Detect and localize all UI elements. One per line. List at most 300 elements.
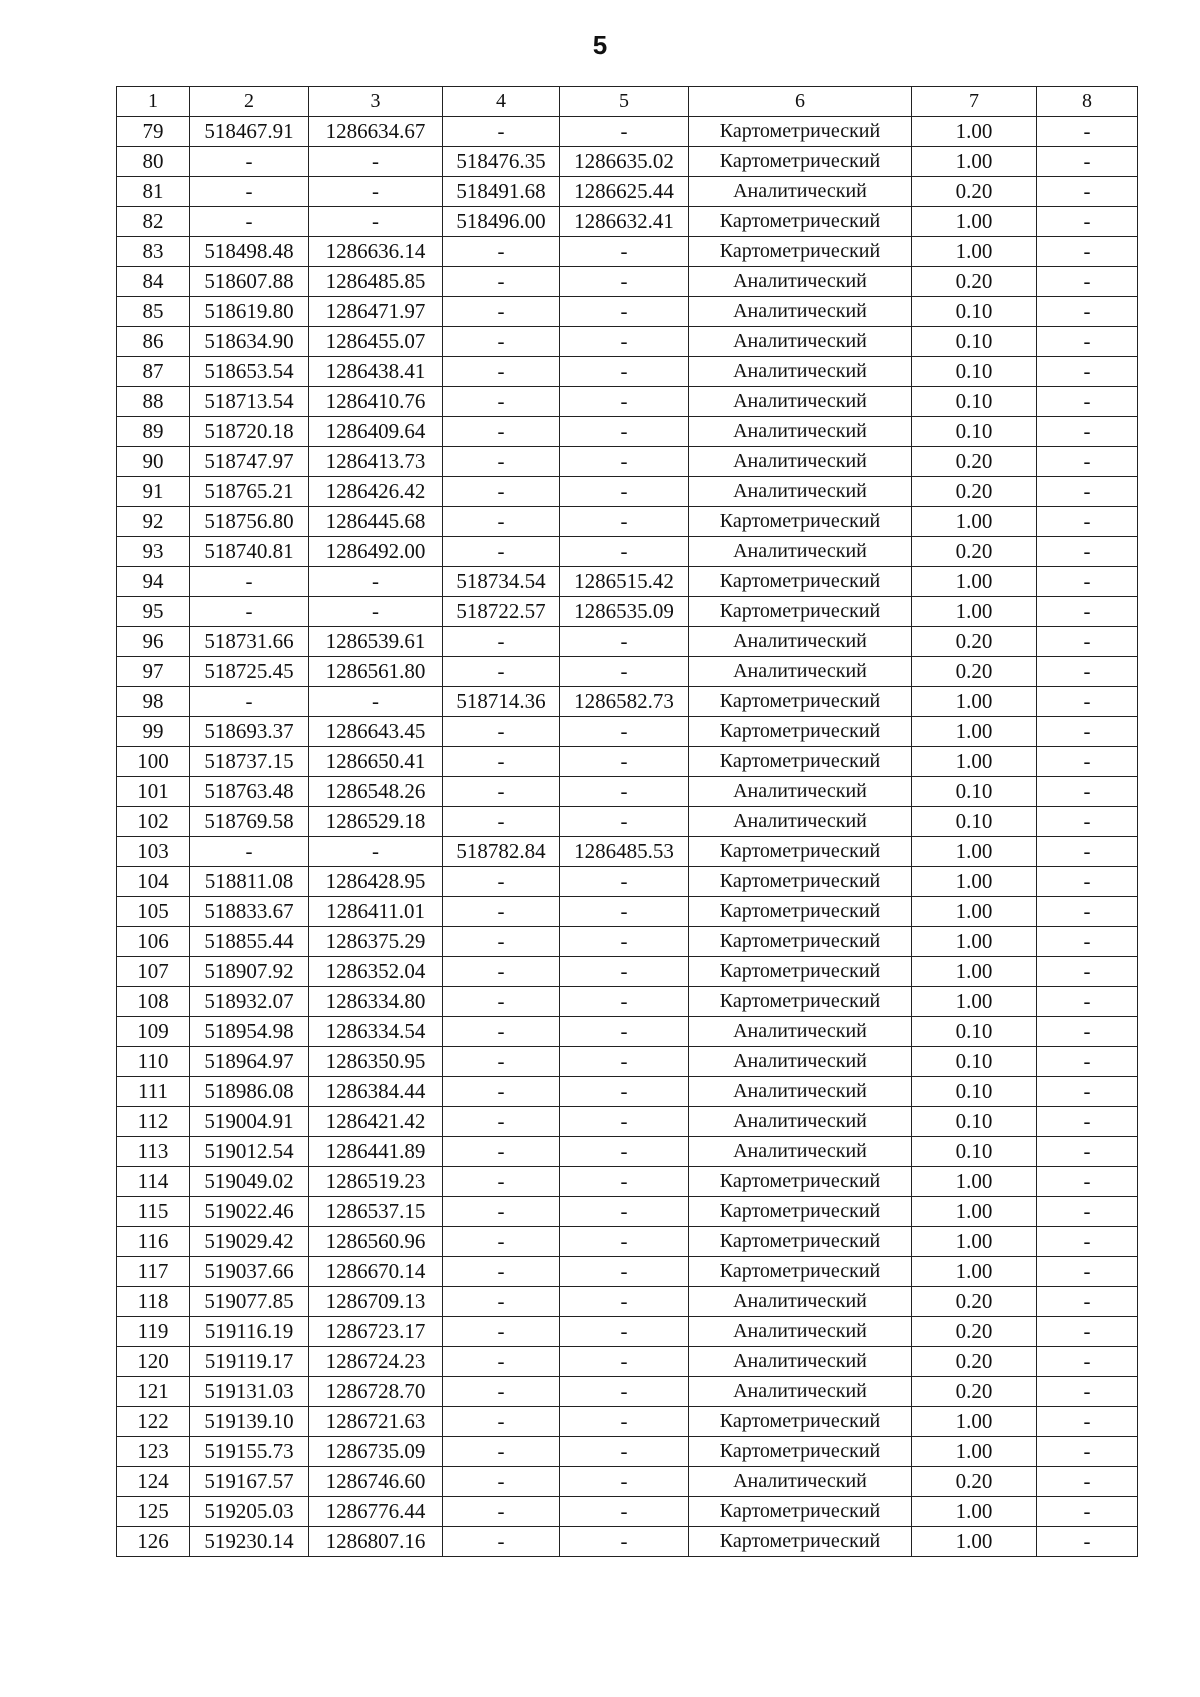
- point-number-cell: 82: [117, 207, 190, 237]
- accuracy-cell: 1.00: [912, 1407, 1037, 1437]
- table-row: [117, 1017, 1138, 1047]
- table-row: [117, 357, 1138, 387]
- accuracy-cell: 0.20: [912, 1317, 1037, 1347]
- description-cell: -: [1037, 927, 1138, 957]
- table-row: [117, 1287, 1138, 1317]
- table-row: [117, 927, 1138, 957]
- accuracy-cell: 1.00: [912, 117, 1037, 147]
- point-number-cell: 80: [117, 147, 190, 177]
- method-cell: Картометрический: [689, 1407, 912, 1437]
- x-new-coordinate-cell: -: [443, 417, 560, 447]
- accuracy-cell: 0.10: [912, 387, 1037, 417]
- x-coordinate-cell: 518720.18: [190, 417, 309, 447]
- table-row: [117, 1137, 1138, 1167]
- page-number: 5: [592, 30, 608, 60]
- method-cell: Картометрический: [689, 567, 912, 597]
- method-cell: Аналитический: [689, 297, 912, 327]
- point-number-cell: 95: [117, 597, 190, 627]
- table-row: [117, 1437, 1138, 1467]
- description-cell: -: [1037, 687, 1138, 717]
- x-new-coordinate-cell: -: [443, 1497, 560, 1527]
- x-new-coordinate-cell: -: [443, 537, 560, 567]
- point-number-cell: 81: [117, 177, 190, 207]
- table-row: [117, 1467, 1138, 1497]
- x-coordinate-cell: 519116.19: [190, 1317, 309, 1347]
- y-coordinate-cell: 1286455.07: [309, 327, 443, 357]
- method-cell: Картометрический: [689, 867, 912, 897]
- y-coordinate-cell: 1286643.45: [309, 717, 443, 747]
- column-header: 5: [560, 87, 689, 117]
- table-row: [117, 297, 1138, 327]
- x-coordinate-cell: 519155.73: [190, 1437, 309, 1467]
- table-row: [117, 537, 1138, 567]
- table-row: [117, 207, 1138, 237]
- accuracy-cell: 0.20: [912, 1377, 1037, 1407]
- description-cell: -: [1037, 1347, 1138, 1377]
- y-new-coordinate-cell: -: [560, 357, 689, 387]
- y-new-coordinate-cell: 1286635.02: [560, 147, 689, 177]
- x-new-coordinate-cell: -: [443, 1287, 560, 1317]
- accuracy-cell: 1.00: [912, 567, 1037, 597]
- accuracy-cell: 1.00: [912, 717, 1037, 747]
- y-coordinate-cell: 1286735.09: [309, 1437, 443, 1467]
- description-cell: -: [1037, 627, 1138, 657]
- description-cell: -: [1037, 597, 1138, 627]
- x-coordinate-cell: 518619.80: [190, 297, 309, 327]
- table-row: [117, 747, 1138, 777]
- x-coordinate-cell: 518954.98: [190, 1017, 309, 1047]
- x-new-coordinate-cell: -: [443, 477, 560, 507]
- accuracy-cell: 0.20: [912, 477, 1037, 507]
- x-new-coordinate-cell: -: [443, 777, 560, 807]
- point-number-cell: 101: [117, 777, 190, 807]
- x-new-coordinate-cell: -: [443, 1047, 560, 1077]
- description-cell: -: [1037, 777, 1138, 807]
- method-cell: Аналитический: [689, 267, 912, 297]
- method-cell: Аналитический: [689, 1047, 912, 1077]
- x-new-coordinate-cell: -: [443, 957, 560, 987]
- y-new-coordinate-cell: -: [560, 417, 689, 447]
- description-cell: -: [1037, 267, 1138, 297]
- method-cell: Аналитический: [689, 477, 912, 507]
- point-number-cell: 79: [117, 117, 190, 147]
- y-new-coordinate-cell: 1286515.42: [560, 567, 689, 597]
- y-coordinate-cell: 1286561.80: [309, 657, 443, 687]
- accuracy-cell: 0.20: [912, 657, 1037, 687]
- y-new-coordinate-cell: -: [560, 1377, 689, 1407]
- description-cell: -: [1037, 657, 1138, 687]
- x-coordinate-cell: 519131.03: [190, 1377, 309, 1407]
- method-cell: Картометрический: [689, 717, 912, 747]
- x-coordinate-cell: 519037.66: [190, 1257, 309, 1287]
- point-number-cell: 105: [117, 897, 190, 927]
- x-coordinate-cell: 518855.44: [190, 927, 309, 957]
- y-new-coordinate-cell: -: [560, 1077, 689, 1107]
- accuracy-cell: 0.20: [912, 537, 1037, 567]
- table-row: [117, 117, 1138, 147]
- table-row: [117, 897, 1138, 927]
- x-new-coordinate-cell: -: [443, 1167, 560, 1197]
- method-cell: Картометрический: [689, 957, 912, 987]
- accuracy-cell: 0.10: [912, 417, 1037, 447]
- x-new-coordinate-cell: -: [443, 507, 560, 537]
- y-coordinate-cell: 1286721.63: [309, 1407, 443, 1437]
- x-new-coordinate-cell: -: [443, 267, 560, 297]
- description-cell: -: [1037, 1317, 1138, 1347]
- method-cell: Картометрический: [689, 1197, 912, 1227]
- method-cell: Картометрический: [689, 747, 912, 777]
- x-new-coordinate-cell: 518734.54: [443, 567, 560, 597]
- y-new-coordinate-cell: -: [560, 117, 689, 147]
- x-coordinate-cell: -: [190, 837, 309, 867]
- x-coordinate-cell: 518932.07: [190, 987, 309, 1017]
- point-number-cell: 92: [117, 507, 190, 537]
- table-row: [117, 1317, 1138, 1347]
- y-new-coordinate-cell: -: [560, 1047, 689, 1077]
- y-new-coordinate-cell: -: [560, 807, 689, 837]
- accuracy-cell: 0.10: [912, 1047, 1037, 1077]
- x-new-coordinate-cell: 518496.00: [443, 207, 560, 237]
- y-new-coordinate-cell: -: [560, 987, 689, 1017]
- point-number-cell: 98: [117, 687, 190, 717]
- method-cell: Картометрический: [689, 207, 912, 237]
- y-new-coordinate-cell: -: [560, 627, 689, 657]
- y-new-coordinate-cell: -: [560, 777, 689, 807]
- y-new-coordinate-cell: -: [560, 477, 689, 507]
- point-number-cell: 108: [117, 987, 190, 1017]
- x-new-coordinate-cell: -: [443, 1197, 560, 1227]
- x-coordinate-cell: 518653.54: [190, 357, 309, 387]
- y-new-coordinate-cell: -: [560, 927, 689, 957]
- y-coordinate-cell: 1286334.80: [309, 987, 443, 1017]
- method-cell: Аналитический: [689, 357, 912, 387]
- method-cell: Картометрический: [689, 1497, 912, 1527]
- accuracy-cell: 1.00: [912, 1167, 1037, 1197]
- accuracy-cell: 1.00: [912, 747, 1037, 777]
- x-coordinate-cell: -: [190, 207, 309, 237]
- accuracy-cell: 1.00: [912, 147, 1037, 177]
- method-cell: Аналитический: [689, 657, 912, 687]
- description-cell: -: [1037, 1017, 1138, 1047]
- description-cell: -: [1037, 117, 1138, 147]
- description-cell: -: [1037, 1077, 1138, 1107]
- method-cell: Аналитический: [689, 177, 912, 207]
- column-header: 2: [190, 87, 309, 117]
- accuracy-cell: 0.20: [912, 1287, 1037, 1317]
- method-cell: Картометрический: [689, 897, 912, 927]
- description-cell: -: [1037, 747, 1138, 777]
- table-row: [117, 1497, 1138, 1527]
- description-cell: -: [1037, 1137, 1138, 1167]
- x-coordinate-cell: -: [190, 567, 309, 597]
- column-header: 8: [1037, 87, 1138, 117]
- accuracy-cell: 1.00: [912, 1257, 1037, 1287]
- table-row: [117, 567, 1138, 597]
- y-new-coordinate-cell: -: [560, 1317, 689, 1347]
- accuracy-cell: 0.20: [912, 177, 1037, 207]
- method-cell: Картометрический: [689, 1437, 912, 1467]
- x-new-coordinate-cell: -: [443, 867, 560, 897]
- y-coordinate-cell: -: [309, 207, 443, 237]
- y-new-coordinate-cell: -: [560, 1137, 689, 1167]
- y-new-coordinate-cell: -: [560, 327, 689, 357]
- accuracy-cell: 0.10: [912, 1017, 1037, 1047]
- point-number-cell: 83: [117, 237, 190, 267]
- y-new-coordinate-cell: -: [560, 957, 689, 987]
- description-cell: -: [1037, 1497, 1138, 1527]
- point-number-cell: 119: [117, 1317, 190, 1347]
- table-row: [117, 717, 1138, 747]
- point-number-cell: 115: [117, 1197, 190, 1227]
- y-coordinate-cell: -: [309, 597, 443, 627]
- description-cell: -: [1037, 1047, 1138, 1077]
- accuracy-cell: 0.10: [912, 327, 1037, 357]
- method-cell: Аналитический: [689, 1467, 912, 1497]
- x-new-coordinate-cell: -: [443, 897, 560, 927]
- point-number-cell: 114: [117, 1167, 190, 1197]
- coordinates-table: [116, 86, 1138, 1557]
- x-new-coordinate-cell: -: [443, 1347, 560, 1377]
- y-coordinate-cell: -: [309, 177, 443, 207]
- method-cell: Картометрический: [689, 837, 912, 867]
- x-new-coordinate-cell: -: [443, 297, 560, 327]
- method-cell: Аналитический: [689, 627, 912, 657]
- table-row: [117, 1377, 1138, 1407]
- table-row: [117, 1167, 1138, 1197]
- x-coordinate-cell: 519004.91: [190, 1107, 309, 1137]
- description-cell: -: [1037, 237, 1138, 267]
- accuracy-cell: 1.00: [912, 237, 1037, 267]
- table-row: [117, 1197, 1138, 1227]
- x-coordinate-cell: -: [190, 177, 309, 207]
- table-row: [117, 267, 1138, 297]
- x-new-coordinate-cell: -: [443, 1527, 560, 1557]
- x-new-coordinate-cell: -: [443, 807, 560, 837]
- y-coordinate-cell: 1286746.60: [309, 1467, 443, 1497]
- point-number-cell: 126: [117, 1527, 190, 1557]
- column-header: 7: [912, 87, 1037, 117]
- y-coordinate-cell: 1286350.95: [309, 1047, 443, 1077]
- method-cell: Аналитический: [689, 1287, 912, 1317]
- point-number-cell: 93: [117, 537, 190, 567]
- point-number-cell: 122: [117, 1407, 190, 1437]
- description-cell: -: [1037, 1257, 1138, 1287]
- point-number-cell: 113: [117, 1137, 190, 1167]
- x-new-coordinate-cell: -: [443, 927, 560, 957]
- point-number-cell: 121: [117, 1377, 190, 1407]
- x-new-coordinate-cell: 518782.84: [443, 837, 560, 867]
- point-number-cell: 118: [117, 1287, 190, 1317]
- table-row: [117, 1527, 1138, 1557]
- y-new-coordinate-cell: -: [560, 387, 689, 417]
- method-cell: Картометрический: [689, 117, 912, 147]
- accuracy-cell: 1.00: [912, 927, 1037, 957]
- accuracy-cell: 1.00: [912, 837, 1037, 867]
- x-coordinate-cell: 519205.03: [190, 1497, 309, 1527]
- y-new-coordinate-cell: -: [560, 1017, 689, 1047]
- method-cell: Аналитический: [689, 1017, 912, 1047]
- point-number-cell: 84: [117, 267, 190, 297]
- point-number-cell: 112: [117, 1107, 190, 1137]
- x-new-coordinate-cell: -: [443, 117, 560, 147]
- column-header: 1: [117, 87, 190, 117]
- accuracy-cell: 0.10: [912, 297, 1037, 327]
- method-cell: Аналитический: [689, 1317, 912, 1347]
- table-body: [117, 87, 1138, 1557]
- description-cell: -: [1037, 177, 1138, 207]
- x-new-coordinate-cell: 518476.35: [443, 147, 560, 177]
- table-row: [117, 627, 1138, 657]
- y-new-coordinate-cell: -: [560, 1347, 689, 1377]
- point-number-cell: 96: [117, 627, 190, 657]
- y-new-coordinate-cell: -: [560, 297, 689, 327]
- x-coordinate-cell: 518907.92: [190, 957, 309, 987]
- y-coordinate-cell: 1286548.26: [309, 777, 443, 807]
- y-new-coordinate-cell: 1286632.41: [560, 207, 689, 237]
- table-row: [117, 237, 1138, 267]
- y-coordinate-cell: 1286728.70: [309, 1377, 443, 1407]
- method-cell: Картометрический: [689, 687, 912, 717]
- method-cell: Картометрический: [689, 147, 912, 177]
- x-coordinate-cell: 519139.10: [190, 1407, 309, 1437]
- x-new-coordinate-cell: -: [443, 1017, 560, 1047]
- description-cell: -: [1037, 417, 1138, 447]
- y-coordinate-cell: 1286334.54: [309, 1017, 443, 1047]
- y-coordinate-cell: 1286529.18: [309, 807, 443, 837]
- y-coordinate-cell: 1286445.68: [309, 507, 443, 537]
- y-new-coordinate-cell: -: [560, 1407, 689, 1437]
- accuracy-cell: 1.00: [912, 987, 1037, 1017]
- method-cell: Картометрический: [689, 927, 912, 957]
- method-cell: Аналитический: [689, 447, 912, 477]
- accuracy-cell: 0.20: [912, 267, 1037, 297]
- point-number-cell: 103: [117, 837, 190, 867]
- y-new-coordinate-cell: -: [560, 537, 689, 567]
- method-cell: Аналитический: [689, 1347, 912, 1377]
- x-coordinate-cell: 518634.90: [190, 327, 309, 357]
- x-coordinate-cell: 518811.08: [190, 867, 309, 897]
- x-coordinate-cell: 518467.91: [190, 117, 309, 147]
- y-new-coordinate-cell: -: [560, 1467, 689, 1497]
- description-cell: -: [1037, 1167, 1138, 1197]
- y-coordinate-cell: 1286492.00: [309, 537, 443, 567]
- x-new-coordinate-cell: -: [443, 627, 560, 657]
- method-cell: Картометрический: [689, 1167, 912, 1197]
- accuracy-cell: 1.00: [912, 207, 1037, 237]
- description-cell: -: [1037, 387, 1138, 417]
- x-coordinate-cell: 519029.42: [190, 1227, 309, 1257]
- x-new-coordinate-cell: -: [443, 357, 560, 387]
- y-coordinate-cell: 1286375.29: [309, 927, 443, 957]
- description-cell: -: [1037, 447, 1138, 477]
- x-coordinate-cell: -: [190, 687, 309, 717]
- accuracy-cell: 1.00: [912, 687, 1037, 717]
- x-coordinate-cell: 519022.46: [190, 1197, 309, 1227]
- y-coordinate-cell: 1286411.01: [309, 897, 443, 927]
- y-new-coordinate-cell: 1286625.44: [560, 177, 689, 207]
- table-row: [117, 177, 1138, 207]
- method-cell: Аналитический: [689, 327, 912, 357]
- description-cell: -: [1037, 357, 1138, 387]
- method-cell: Картометрический: [689, 1527, 912, 1557]
- point-number-cell: 100: [117, 747, 190, 777]
- y-coordinate-cell: -: [309, 567, 443, 597]
- y-coordinate-cell: 1286709.13: [309, 1287, 443, 1317]
- y-coordinate-cell: 1286410.76: [309, 387, 443, 417]
- x-coordinate-cell: 518833.67: [190, 897, 309, 927]
- point-number-cell: 97: [117, 657, 190, 687]
- x-new-coordinate-cell: 518714.36: [443, 687, 560, 717]
- table-row: [117, 417, 1138, 447]
- x-coordinate-cell: 518737.15: [190, 747, 309, 777]
- table-row: [117, 507, 1138, 537]
- method-cell: Картометрический: [689, 987, 912, 1017]
- description-cell: -: [1037, 477, 1138, 507]
- x-coordinate-cell: 518747.97: [190, 447, 309, 477]
- y-coordinate-cell: 1286485.85: [309, 267, 443, 297]
- point-number-cell: 116: [117, 1227, 190, 1257]
- accuracy-cell: 0.10: [912, 1077, 1037, 1107]
- description-cell: -: [1037, 1527, 1138, 1557]
- method-cell: Картометрический: [689, 237, 912, 267]
- description-cell: -: [1037, 807, 1138, 837]
- method-cell: Картометрический: [689, 1257, 912, 1287]
- y-new-coordinate-cell: -: [560, 867, 689, 897]
- y-new-coordinate-cell: -: [560, 1197, 689, 1227]
- y-coordinate-cell: 1286428.95: [309, 867, 443, 897]
- y-coordinate-cell: 1286519.23: [309, 1167, 443, 1197]
- table-row: [117, 777, 1138, 807]
- y-coordinate-cell: 1286650.41: [309, 747, 443, 777]
- y-coordinate-cell: 1286723.17: [309, 1317, 443, 1347]
- x-new-coordinate-cell: 518722.57: [443, 597, 560, 627]
- x-coordinate-cell: 518693.37: [190, 717, 309, 747]
- y-coordinate-cell: 1286421.42: [309, 1107, 443, 1137]
- method-cell: Аналитический: [689, 1107, 912, 1137]
- x-new-coordinate-cell: -: [443, 1407, 560, 1437]
- y-coordinate-cell: 1286560.96: [309, 1227, 443, 1257]
- table-row: [117, 1257, 1138, 1287]
- x-coordinate-cell: -: [190, 147, 309, 177]
- y-coordinate-cell: 1286776.44: [309, 1497, 443, 1527]
- accuracy-cell: 0.10: [912, 807, 1037, 837]
- y-new-coordinate-cell: 1286582.73: [560, 687, 689, 717]
- table-row: [117, 687, 1138, 717]
- description-cell: -: [1037, 207, 1138, 237]
- x-new-coordinate-cell: -: [443, 1437, 560, 1467]
- description-cell: -: [1037, 297, 1138, 327]
- x-coordinate-cell: 518765.21: [190, 477, 309, 507]
- x-new-coordinate-cell: -: [443, 657, 560, 687]
- description-cell: -: [1037, 147, 1138, 177]
- y-coordinate-cell: 1286426.42: [309, 477, 443, 507]
- table-row: [117, 957, 1138, 987]
- accuracy-cell: 1.00: [912, 1497, 1037, 1527]
- table-row: [117, 1407, 1138, 1437]
- point-number-cell: 124: [117, 1467, 190, 1497]
- description-cell: -: [1037, 1287, 1138, 1317]
- table-row: [117, 1347, 1138, 1377]
- point-number-cell: 117: [117, 1257, 190, 1287]
- point-number-cell: 87: [117, 357, 190, 387]
- y-new-coordinate-cell: -: [560, 1107, 689, 1137]
- column-header: 6: [689, 87, 912, 117]
- description-cell: -: [1037, 567, 1138, 597]
- y-new-coordinate-cell: -: [560, 507, 689, 537]
- x-new-coordinate-cell: -: [443, 1257, 560, 1287]
- description-cell: -: [1037, 1437, 1138, 1467]
- point-number-cell: 111: [117, 1077, 190, 1107]
